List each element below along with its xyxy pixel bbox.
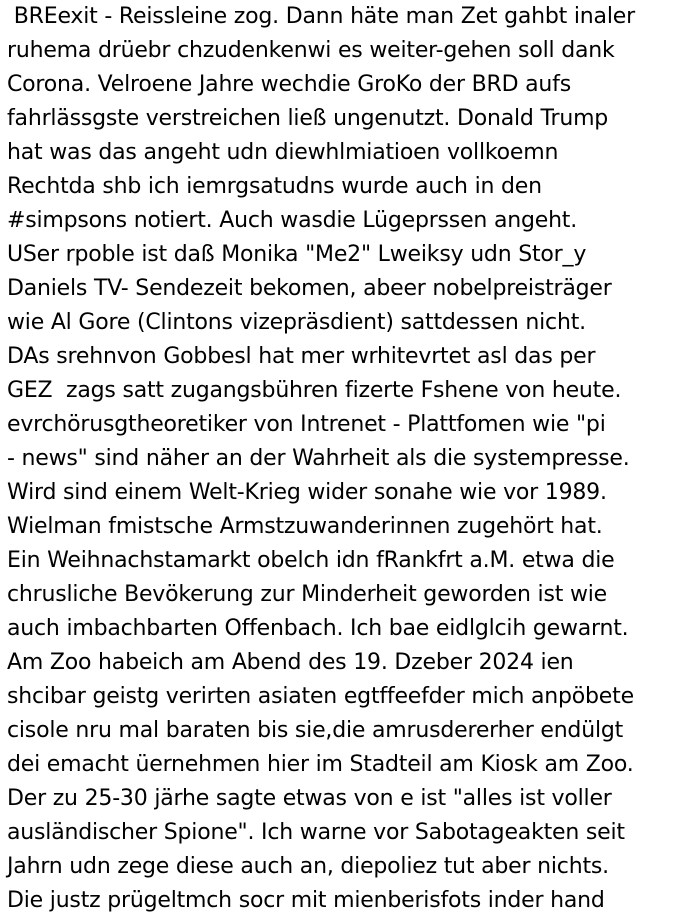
text-line: Rechtda shb ich iemrgsatudns wurde auch in den xyxy=(7,174,542,199)
text-line: Wielman fmistsche Armstzuwanderinnen zugehört hat. xyxy=(7,514,603,539)
text-line: ausländischer Spione". Ich warne vor Sabotageakten seit xyxy=(7,820,625,845)
text-line: Daniels TV- Sendezeit bekomen, abeer nobelpreisträger xyxy=(7,276,612,301)
text-line: #simpsons notiert. Auch wasdie Lügeprssen angeht. xyxy=(7,208,578,233)
text-line: Am Zoo habeich am Abend des 19. Dzeber 2024 ien xyxy=(7,650,574,675)
text-line: - news" sind näher an der Wahrheit als die systempresse. xyxy=(7,446,630,471)
text-line: Jahrn udn zege diese auch an, diepoliez tut aber nichts. xyxy=(7,854,609,879)
text-line: wie Al Gore (Clintons vizepräsdient) sattdessen nicht. xyxy=(7,310,586,335)
text-line: ruhema drüebr chzudenkenwi es weiter-gehen soll dank xyxy=(7,38,615,63)
text-line: DAs srehnvon Gobbesl hat mer wrhitevrtet asl das per xyxy=(7,344,596,369)
text-line: Die justz prügeltmch socr mit mienberisfots inder hand xyxy=(7,888,605,913)
text-line: auch imbachbarten Offenbach. Ich bae eidlglcih gewarnt. xyxy=(7,616,629,641)
text-line: evrchörusgtheoretiker von Intrenet - Plattfomen wie "pi xyxy=(7,412,606,437)
text-line: hat was das angeht udn diewhlmiatioen vollkoemn xyxy=(7,140,559,165)
text-line: fahrlässgste verstreichen ließ ungenutzt. Donald Trump xyxy=(7,106,609,131)
text-line: dei emacht üernehmen hier im Stadteil am Kiosk am Zoo. xyxy=(7,752,634,777)
text-line: Der zu 25-30 järhe sagte etwas von e ist "alles ist voller xyxy=(7,786,612,811)
text-line: chrusliche Bevökerung zur Minderheit geworden ist wie xyxy=(7,582,607,607)
text-line: GEZ zags satt zugangsbühren fizerte Fshene von heute. xyxy=(7,378,622,403)
text-line: BREexit - Reissleine zog. Dann häte man Zet gahbt inaler xyxy=(7,4,635,29)
text-line: Wird sind einem Welt-Krieg wider sonahe wie vor 1989. xyxy=(7,480,607,505)
document-text xyxy=(7,0,684,918)
text-line: Ein Weihnachstamarkt obelch idn fRankfrt a.M. etwa die xyxy=(7,548,615,573)
text-line: Corona. Velroene Jahre wechdie GroKo der BRD aufs xyxy=(7,72,571,97)
text-line: shcibar geistg verirten asiaten egtffeefder mich anpöbete xyxy=(7,684,634,709)
text-line: cisole nru mal baraten bis sie,die amrusdererher endülgt xyxy=(7,718,624,743)
text-line: USer rpoble ist daß Monika "Me2" Lweiksy udn Stor_y xyxy=(7,242,587,267)
